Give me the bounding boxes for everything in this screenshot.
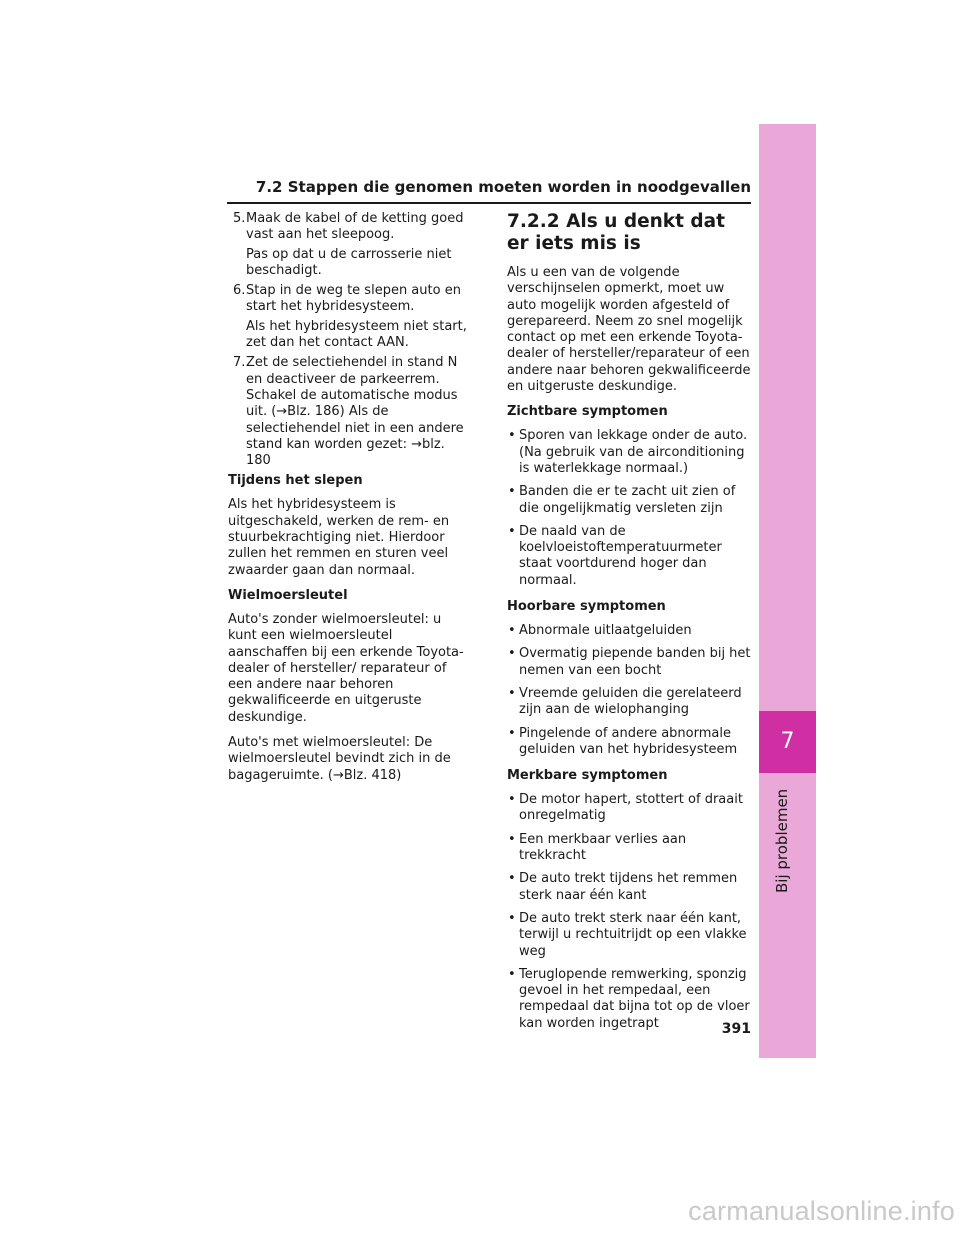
step-note: Pas op dat u de carrosserie niet beschadigt. (246, 246, 452, 278)
wrench-heading: Wielmoersleutel (228, 587, 348, 603)
towing-text: Als het hybridesysteem is uitgeschakeld, werken de rem- en stuurbekrachtiging niet. Hierdoor zullen het remmen en sturen veel zwaarder gaan dan normaal. (228, 497, 450, 578)
list-item: • Sporen van lekkage onder de auto. (Na gebruik van de airconditioning is waterlekkage normaal.) (507, 428, 751, 477)
step-number: 7. (233, 355, 246, 371)
list-item: • Een merkbaar verlies aan trekkracht (507, 832, 751, 865)
list-item: • De motor hapert, stottert of draait onregelmatig (507, 792, 751, 825)
list-item: • De auto trekt sterk naar één kant, terwijl u rechtuitrijdt op een vlakke weg (507, 911, 751, 960)
list-item: • Banden die er te zacht uit zien of die ongelijkmatig versleten zijn (507, 484, 751, 517)
list-item: • De naald van de koelvloeistoftemperatuurmeter staat voortdurend hoger dan normaal. (507, 524, 751, 589)
step-text: Stap in de weg te slepen auto en start het hybridesysteem. (246, 283, 461, 315)
step-text: Maak de kabel of de ketting goed vast aan het sleepoog. (246, 211, 464, 243)
watermark-text: carmanualsonline.info (688, 1196, 955, 1226)
right-column (507, 211, 751, 1042)
step-text: Zet de selectiehendel in stand N en deactiveer de parkeerrem. Schakel de automatische modus uit. (→Blz. 186) Als de selectiehendel niet in een andere stand kan worden gezet: →blz. 180 (246, 355, 464, 469)
page-number: 391 (721, 1021, 751, 1037)
list-item: • Abnormale uitlaatgeluiden (507, 623, 751, 639)
step-item (228, 355, 473, 469)
audible-symptoms-list (507, 623, 751, 758)
list-item: • De auto trekt tijdens het remmen sterk naar één kant (507, 871, 751, 904)
noticeable-symptoms-list (507, 792, 751, 1032)
header-section-number: 7.2 (255, 178, 283, 196)
header-section-title: Stappen die genomen moeten worden in noodgevallen (287, 178, 751, 196)
list-item: • Pingelende of andere abnormale geluiden van het hybridesysteem (507, 726, 751, 759)
list-item: • Overmatig piepende banden bij het nemen van een bocht (507, 646, 751, 679)
towing-heading: Tijdens het slepen (228, 473, 363, 489)
running-header (227, 178, 751, 204)
list-item: • Teruglopende remwerking, sponzig gevoel in het rempedaal, een rempedaal dat bijna tot op de vloer kan worden ingetrapt (507, 967, 751, 1032)
step-number: 5. (233, 211, 246, 226)
chapter-number: 7 (780, 729, 795, 754)
chapter-title: Bij problemen (773, 789, 791, 894)
section-title: 7.2.2 Als u denkt dat er iets mis is (507, 211, 725, 254)
section-intro: Als u een van de volgende verschijnselen opmerkt, moet uw auto mogelijk worden afgesteld of gerepareerd. Neem zo snel mogelijk contact op met een erkende Toyota-dealer of hersteller/reparateur of een andere naar behoren gekwalificeerde en uitgeruste deskundige. (507, 265, 751, 395)
step-note: Als het hybridesysteem niet start, zet dan het contact AAN. (246, 318, 467, 351)
chapter-side-tab (759, 124, 816, 1058)
chapter-number-block (759, 711, 816, 773)
step-item (228, 283, 473, 351)
wrench-text: Auto's met wielmoersleutel: De wielmoersleutel bevindt zich in de bagageruimte. (→Blz. 418) (228, 735, 451, 783)
noticeable-symptoms-heading: Merkbare symptomen (507, 768, 668, 784)
step-item (228, 211, 473, 279)
left-column (228, 211, 473, 793)
audible-symptoms-heading: Hoorbare symptomen (507, 599, 666, 615)
visible-symptoms-heading: Zichtbare symptomen (507, 404, 668, 420)
wrench-text: Auto's zonder wielmoersleutel: u kunt een wielmoersleutel aanschaffen bij een erkende Toyota-dealer of hersteller/ reparateur of een andere naar behoren gekwalificeerde en uitgeruste deskundige. (228, 611, 464, 725)
visible-symptoms-list (507, 428, 751, 589)
step-number: 6. (233, 283, 246, 299)
list-item: • Vreemde geluiden die gerelateerd zijn aan de wielophanging (507, 686, 751, 719)
